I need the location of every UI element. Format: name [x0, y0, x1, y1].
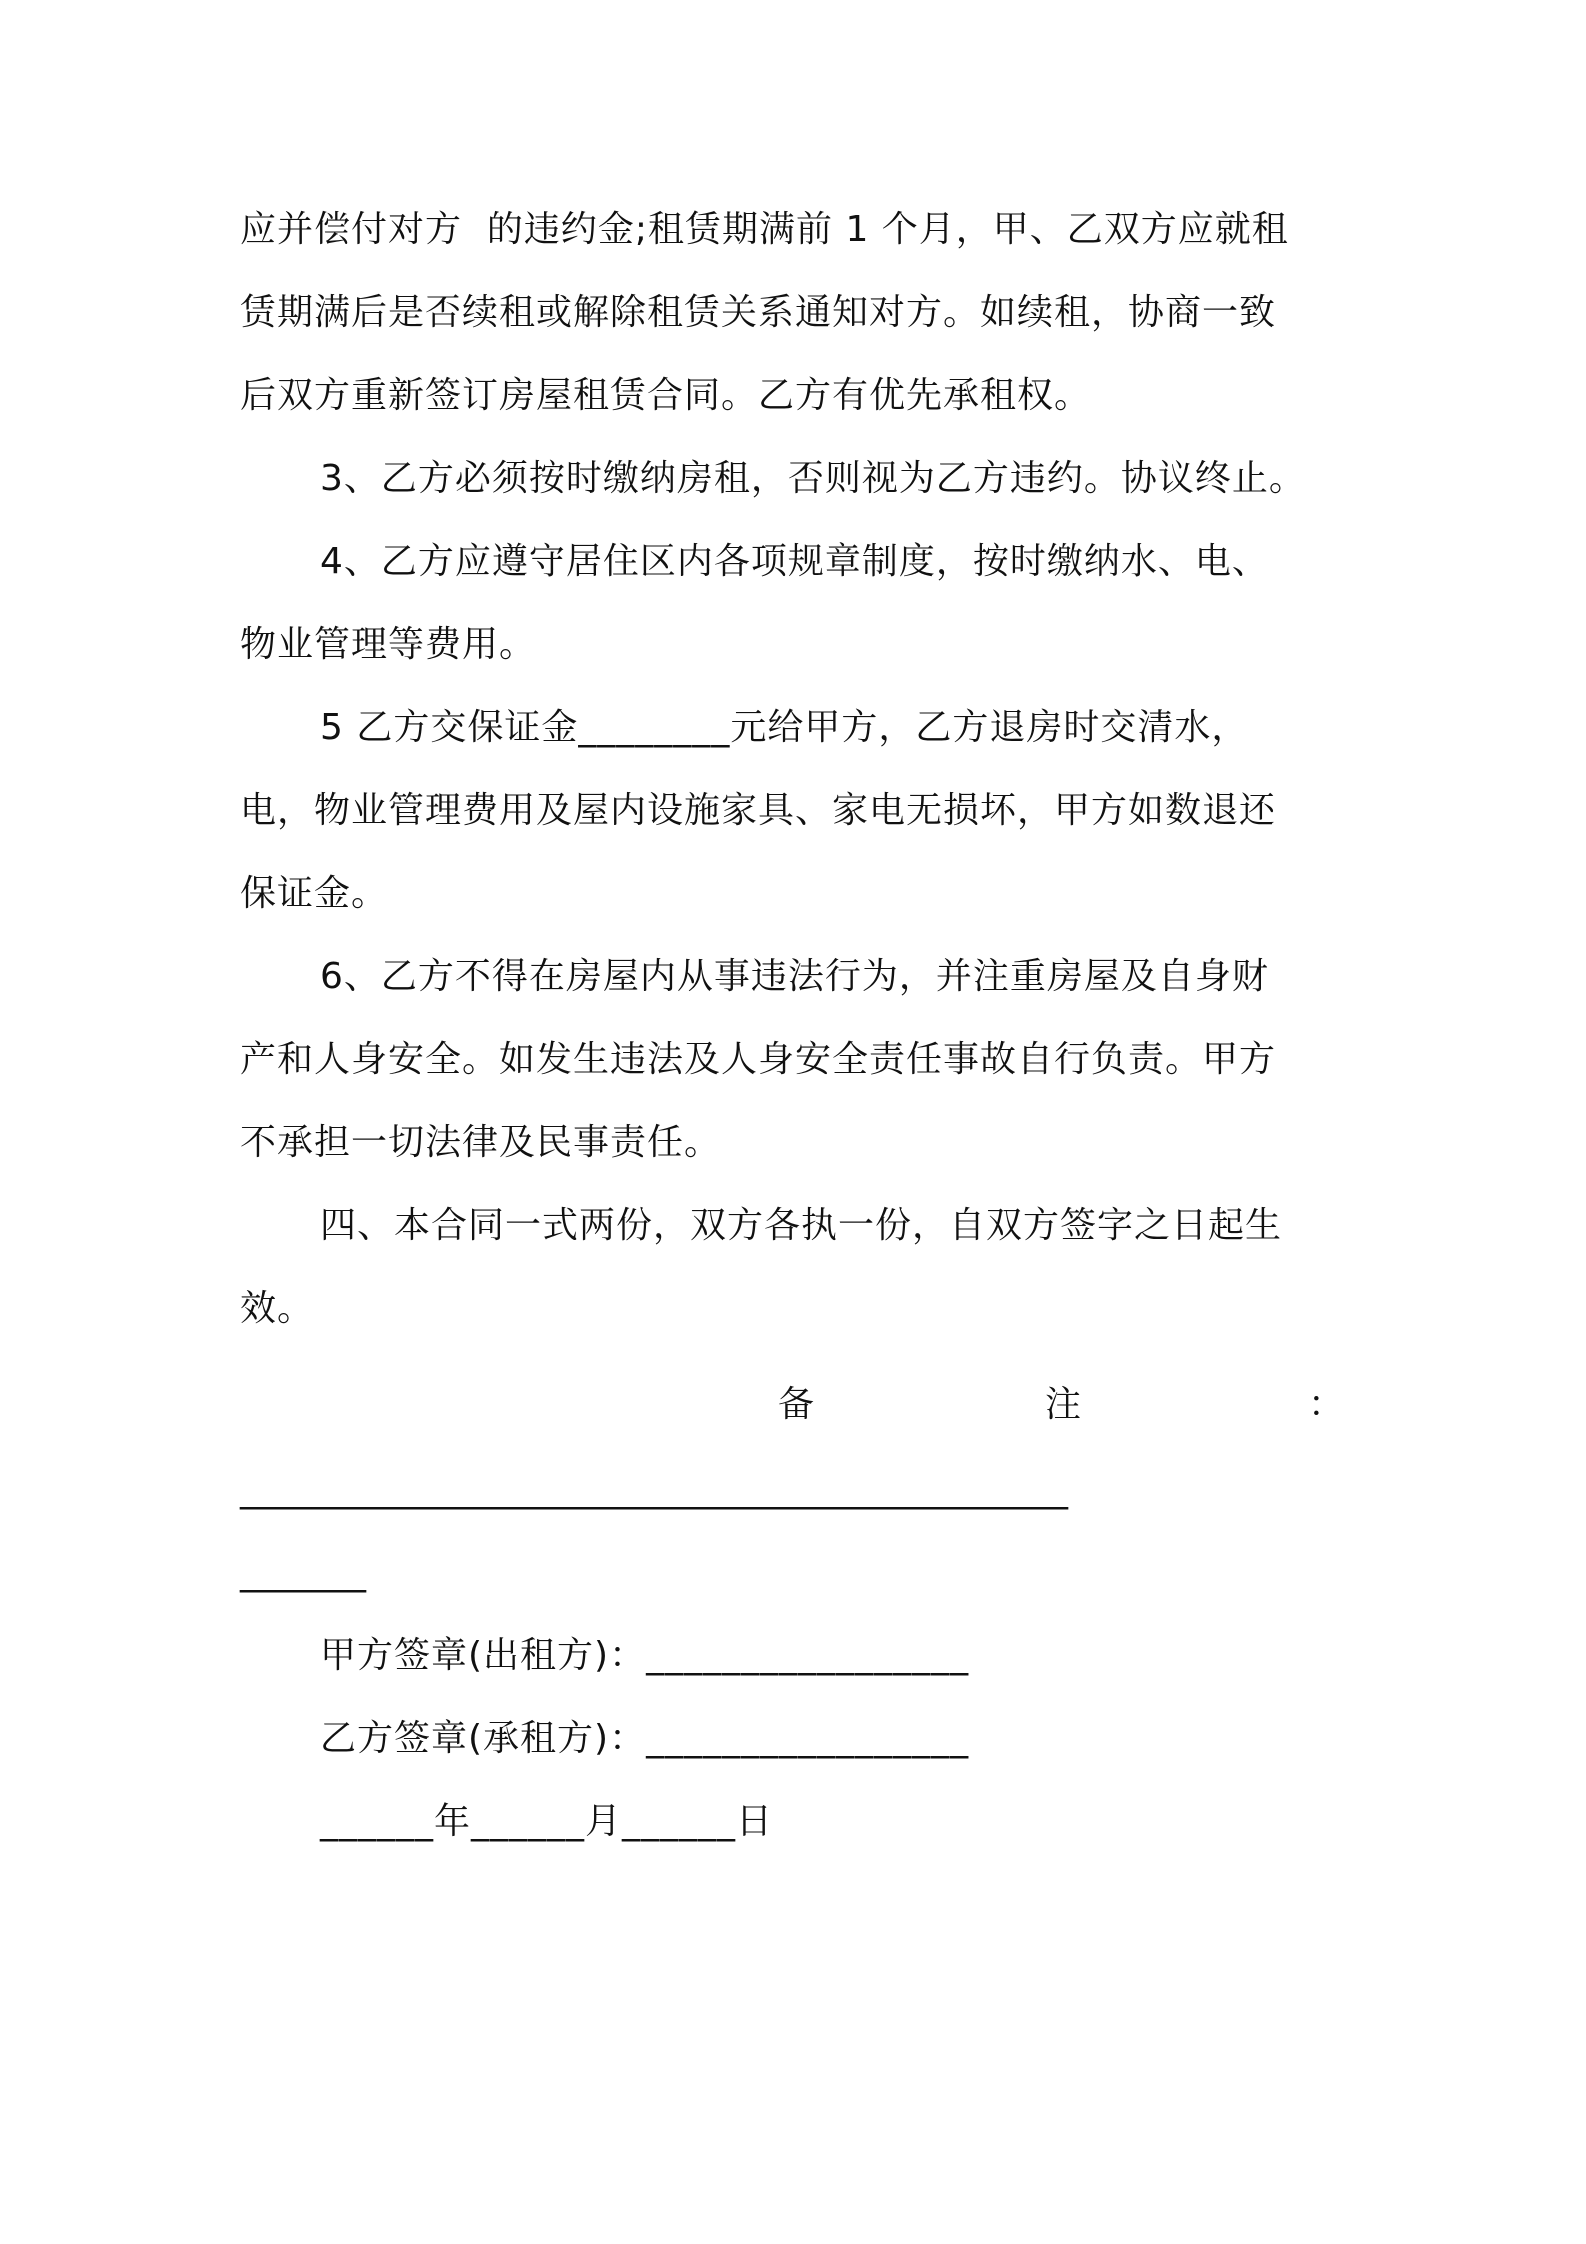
clause-5-cont: 电，物业管理费用及屋内设施家具、家电无损坏，甲方如数退还 [240, 790, 1277, 831]
clause-four-cont: 效。 [240, 1288, 315, 1329]
remarks-colon: ： [1308, 1384, 1345, 1425]
clause-4: 4、乙方应遵守居住区内各项规章制度，按时缴纳水、电、 [320, 541, 1269, 582]
clause-four: 四、本合同一式两份，双方各执一份，自双方签字之日起生 [320, 1205, 1283, 1246]
clause-4-cont: 物业管理等费用。 [240, 624, 537, 665]
clause-5-cont: 保证金。 [240, 873, 389, 914]
remarks-char: 备 [778, 1384, 815, 1425]
party-b-signature: 乙方签章(承租方)：_________________ [320, 1718, 970, 1759]
clause-3: 3、乙方必须按时缴纳房租，否则视为乙方违约。协议终止。 [320, 458, 1306, 499]
paragraph-line: 应并偿付对方 的违约金;租赁期满前 1 个月，甲、乙双方应就租 [240, 209, 1289, 250]
remarks-char: 注 [1045, 1384, 1082, 1425]
clause-5: 5 乙方交保证金________元给甲方，乙方退房时交清水， [320, 707, 1249, 748]
remarks-blank-line: ______________________________________________ [240, 1469, 1068, 1510]
clause-6-cont: 不承担一切法律及民事责任。 [240, 1122, 722, 1163]
paragraph-line: 后双方重新签订房屋租赁合同。乙方有优先承租权。 [240, 375, 1092, 416]
remarks-blank-line: _______ [240, 1552, 366, 1593]
paragraph-line: 赁期满后是否续租或解除租赁关系通知对方。如续租，协商一致 [240, 292, 1277, 333]
clause-6: 6、乙方不得在房屋内从事违法行为，并注重房屋及自身财 [320, 956, 1269, 997]
clause-6-cont: 产和人身安全。如发生违法及人身安全责任事故自行负责。甲方 [240, 1039, 1277, 1080]
signature-date: ______年______月______日 [320, 1801, 773, 1842]
party-a-signature: 甲方签章(出租方)：_________________ [320, 1635, 970, 1676]
